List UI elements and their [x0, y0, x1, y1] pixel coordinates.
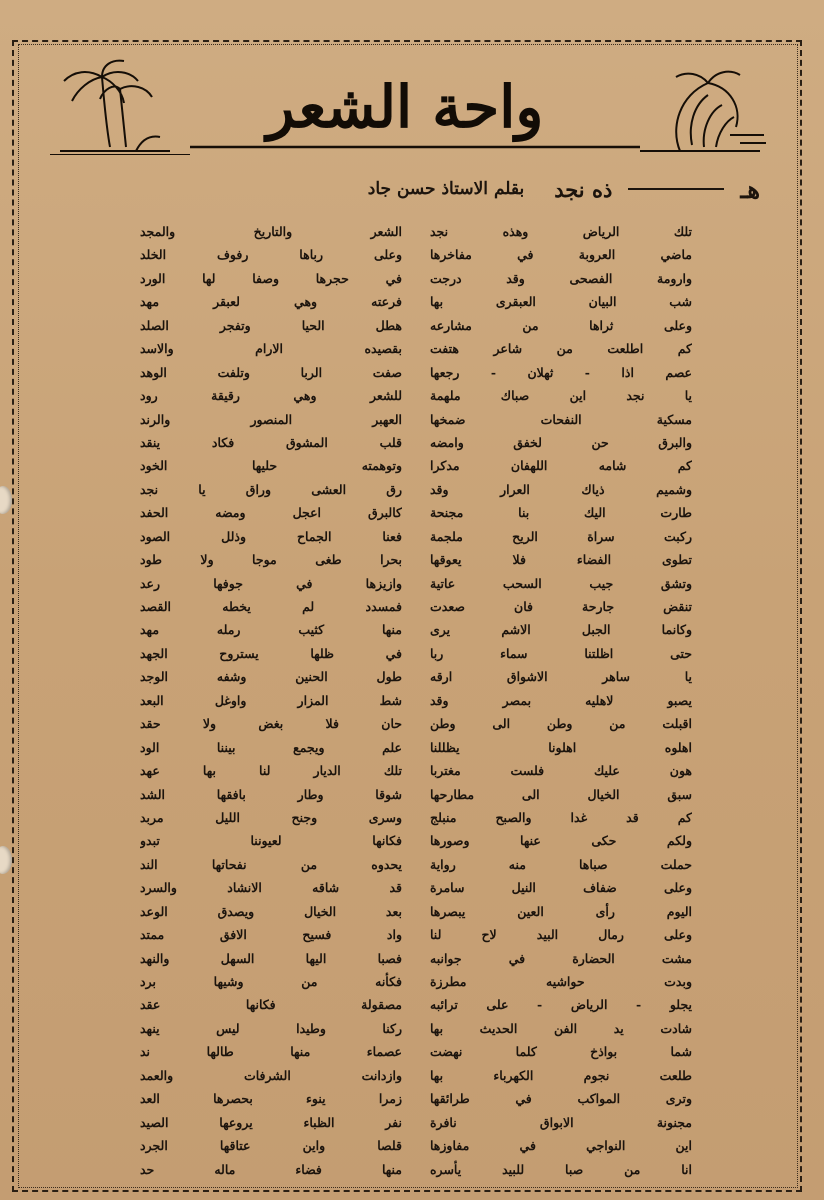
- verse-line: [140, 667, 692, 687]
- verse-line: [140, 714, 692, 734]
- verse-first-hemistich: وشميم ذياك العرار وقد: [430, 481, 692, 497]
- verse-second-hemistich: قد شاقه الانشاد والسرد: [140, 880, 402, 896]
- poem-byline: [70, 172, 760, 206]
- verse-first-hemistich: يجلو - الرياض - على ترائبه: [430, 997, 692, 1013]
- verse-line: [140, 620, 692, 640]
- verse-line: [140, 972, 692, 992]
- verse-second-hemistich: قلصا واين عتاقها الجرد: [140, 1138, 402, 1154]
- verse-first-hemistich: كم شامه اللهفان مدكرا: [430, 458, 692, 474]
- verse-second-hemistich: فصبا اليها السهل والنهد: [140, 950, 402, 966]
- verse-first-hemistich: انا من صبا للبيد يأسره: [430, 1161, 692, 1177]
- verse-first-hemistich: شب البيان العبقرى بها: [430, 294, 692, 310]
- verse-second-hemistich: تلك الديار لنا بها عهد: [140, 763, 402, 779]
- verse-first-hemistich: سبق الخيال الى مطارحها: [430, 786, 692, 802]
- verse-line: [140, 386, 692, 406]
- author-credit: بقلم الاستاذ حسن جاد: [367, 179, 525, 199]
- verse-first-hemistich: ركبت سراة الريح ملجمة: [430, 528, 692, 544]
- verse-first-hemistich: اليوم رأى العين يبصرها: [430, 903, 692, 919]
- poem-title: ذه نجد: [554, 176, 613, 202]
- verse-second-hemistich: هطل الحيا وتفجر الصلد: [140, 317, 402, 333]
- verse-first-hemistich: حملت صباها منه رواية: [430, 856, 692, 872]
- verse-first-hemistich: مشت الحضارة في جوانبه: [430, 950, 692, 966]
- verse-line: [140, 1089, 692, 1109]
- verse-second-hemistich: قلب المشوق فكاد ينقد: [140, 434, 402, 450]
- verse-second-hemistich: منها فضاء ماله حد: [140, 1161, 402, 1177]
- verse-second-hemistich: طول الحنين وشفه الوجد: [140, 669, 402, 685]
- verse-line: [140, 738, 692, 758]
- verse-line: [140, 527, 692, 547]
- verse-first-hemistich: وارومة الفصحى وقد درجت: [430, 270, 692, 286]
- verse-first-hemistich: هون عليك فلست مغتربا: [430, 763, 692, 779]
- verse-first-hemistich: يا نجد اين صباك ملهمة: [430, 388, 692, 404]
- verse-line: [140, 269, 692, 289]
- verse-second-hemistich: وازيزها في جوفها رعد: [140, 575, 402, 591]
- verse-first-hemistich: شما بواذخ كلما نهضت: [430, 1044, 692, 1060]
- verse-second-hemistich: زمرا ينوء بحصرها العد: [140, 1091, 402, 1107]
- verse-line: [140, 503, 692, 523]
- verse-second-hemistich: وعلى رباها رفوف الخلد: [140, 247, 402, 263]
- verse-first-hemistich: ماضي العروبة في مفاخرها: [430, 247, 692, 263]
- verse-line: [140, 1160, 692, 1180]
- verse-second-hemistich: صفت الربا وتلفت الوهد: [140, 364, 402, 380]
- verse-line: [140, 785, 692, 805]
- verse-line: [140, 878, 692, 898]
- verse-first-hemistich: وتشق جيب السحب عاتية: [430, 575, 692, 591]
- verse-line: [140, 761, 692, 781]
- verse-line: [140, 316, 692, 336]
- verse-line: [140, 597, 692, 617]
- verse-second-hemistich: كالبرق اعجل ومضه الحفد: [140, 505, 402, 521]
- verse-second-hemistich: في ظلها يستروح الجهد: [140, 645, 402, 661]
- verse-first-hemistich: طارت اليك بنا مجنحة: [430, 505, 692, 521]
- verse-second-hemistich: شوقا وطار بافقها الشد: [140, 786, 402, 802]
- verse-line: [140, 949, 692, 969]
- verse-second-hemistich: بقصيده الارام والاسد: [140, 341, 402, 357]
- verse-second-hemistich: بحرا طغى موجا ولا طود: [140, 552, 402, 568]
- poem-body: [140, 222, 692, 1180]
- verse-line: [140, 644, 692, 664]
- verse-line: [140, 1113, 692, 1133]
- verse-second-hemistich: واد فسيح الافق ممتد: [140, 927, 402, 943]
- verse-second-hemistich: الشعر والتاريخ والمجد: [140, 224, 402, 239]
- verse-first-hemistich: كم اطلعت من شاعر هتفت: [430, 341, 692, 357]
- verse-line: [140, 1042, 692, 1062]
- verse-second-hemistich: فرعته وهي لعبقر مهد: [140, 294, 402, 310]
- verse-line: [140, 292, 692, 312]
- verse-second-hemistich: فكانها لعيوننا تبدو: [140, 833, 402, 849]
- verse-line: [140, 363, 692, 383]
- verse-line: [140, 456, 692, 476]
- verse-second-hemistich: في حجرها وصفا لها الورد: [140, 270, 402, 286]
- punch-hole: [0, 846, 12, 874]
- verse-line: [140, 574, 692, 594]
- verse-second-hemistich: عصماء منها طالها ند: [140, 1044, 402, 1060]
- verse-first-hemistich: وعلى ضفاف النيل سامرة: [430, 880, 692, 896]
- verse-second-hemistich: فمسدد لم يخطه القصد: [140, 599, 402, 614]
- verse-first-hemistich: حتى اظلتنا سماء ربا: [430, 645, 692, 661]
- title-rule: [628, 188, 724, 190]
- verse-first-hemistich: مسكية النفحات ضمخها: [430, 411, 692, 427]
- verse-line: [140, 222, 692, 242]
- section-title: واحة الشعر: [266, 73, 544, 141]
- verse-first-hemistich: اقبلت من وطن الى وطن: [430, 716, 692, 732]
- verse-line: [140, 808, 692, 828]
- verse-second-hemistich: شط المزار واوغل البعد: [140, 692, 402, 708]
- verse-second-hemistich: حان فلا بغض ولا حقد: [140, 716, 402, 732]
- punch-hole: [0, 486, 12, 514]
- verse-second-hemistich: للشعر وهي رقيقة رود: [140, 388, 402, 404]
- section-header: [40, 55, 770, 155]
- verse-first-hemistich: وبدت حواشيه مطرزة: [430, 974, 692, 989]
- verse-first-hemistich: وترى المواكب في طرائقها: [430, 1091, 692, 1107]
- verse-first-hemistich: يصبو لاهليه بمصر وقد: [430, 692, 692, 708]
- verse-line: [140, 339, 692, 359]
- verse-first-hemistich: اهلوه اهلونا يظللنا: [430, 739, 692, 755]
- verse-line: [140, 550, 692, 570]
- verse-second-hemistich: العهبر المنصور والرند: [140, 411, 402, 427]
- verse-second-hemistich: فعنا الجماح وذلل الصود: [140, 528, 402, 544]
- verse-first-hemistich: وعلى ثراها من مشارعه: [430, 317, 692, 333]
- poem-title-first-letter: هـ: [740, 174, 760, 204]
- verse-line: [140, 1066, 692, 1086]
- verse-first-hemistich: يا ساهر الاشواق ارقه: [430, 669, 692, 685]
- verse-line: [140, 410, 692, 430]
- verse-second-hemistich: مصقولة فكانها عقد: [140, 997, 402, 1013]
- verse-first-hemistich: وعلى رمال البيد لاح لنا: [430, 927, 692, 943]
- verse-second-hemistich: يحدوه من نفحاتها الند: [140, 856, 402, 872]
- verse-second-hemistich: علم ويجمع بيننا الود: [140, 739, 402, 755]
- verse-line: [140, 480, 692, 500]
- verse-first-hemistich: تنقض جارحة فان صعدت: [430, 599, 692, 614]
- verse-second-hemistich: بعد الخيال ويصدق الوعد: [140, 903, 402, 919]
- verse-first-hemistich: اين النواجي في مفاوزها: [430, 1138, 692, 1154]
- verse-line: [140, 855, 692, 875]
- verse-line: [140, 831, 692, 851]
- verse-line: [140, 433, 692, 453]
- verse-second-hemistich: فكأنه من وشيها برد: [140, 974, 402, 989]
- verse-second-hemistich: وازدانت الشرفات والعمد: [140, 1067, 402, 1083]
- verse-line: [140, 925, 692, 945]
- verse-line: [140, 995, 692, 1015]
- verse-second-hemistich: نفر الظباء يروعها الصيد: [140, 1114, 402, 1130]
- verse-second-hemistich: رق العشى وراق يا نجد: [140, 481, 402, 497]
- verse-first-hemistich: تلك الرياض وهذه نجد: [430, 224, 692, 239]
- verse-line: [140, 1019, 692, 1039]
- verse-first-hemistich: شادت يد الفن الحديث بها: [430, 1020, 692, 1036]
- verse-second-hemistich: ركنا وطيدا ليس ينهد: [140, 1020, 402, 1036]
- verse-second-hemistich: منها كثيب رمله مهد: [140, 622, 402, 638]
- verse-first-hemistich: كم قد غدا والصبح منبلج: [430, 809, 692, 825]
- verse-line: [140, 245, 692, 265]
- verse-line: [140, 1136, 692, 1156]
- verse-first-hemistich: مجنونة الابواق نافرة: [430, 1114, 692, 1130]
- verse-line: [140, 902, 692, 922]
- verse-first-hemistich: تطوى الفضاء فلا يعوقها: [430, 552, 692, 568]
- verse-second-hemistich: وسرى وجنح الليل مربد: [140, 809, 402, 825]
- verse-second-hemistich: وتوهمته حليها الخود: [140, 458, 402, 474]
- verse-first-hemistich: عصم اذا - ثهلان - رجعها: [430, 364, 692, 380]
- verse-line: [140, 691, 692, 711]
- verse-first-hemistich: ولكم حكى عنها وصورها: [430, 833, 692, 849]
- verse-first-hemistich: وكانما الجبل الاشم يرى: [430, 622, 692, 638]
- verse-first-hemistich: طلعت نجوم الكهرباء بها: [430, 1067, 692, 1083]
- verse-first-hemistich: والبرق حن لخفق وامضه: [430, 434, 692, 450]
